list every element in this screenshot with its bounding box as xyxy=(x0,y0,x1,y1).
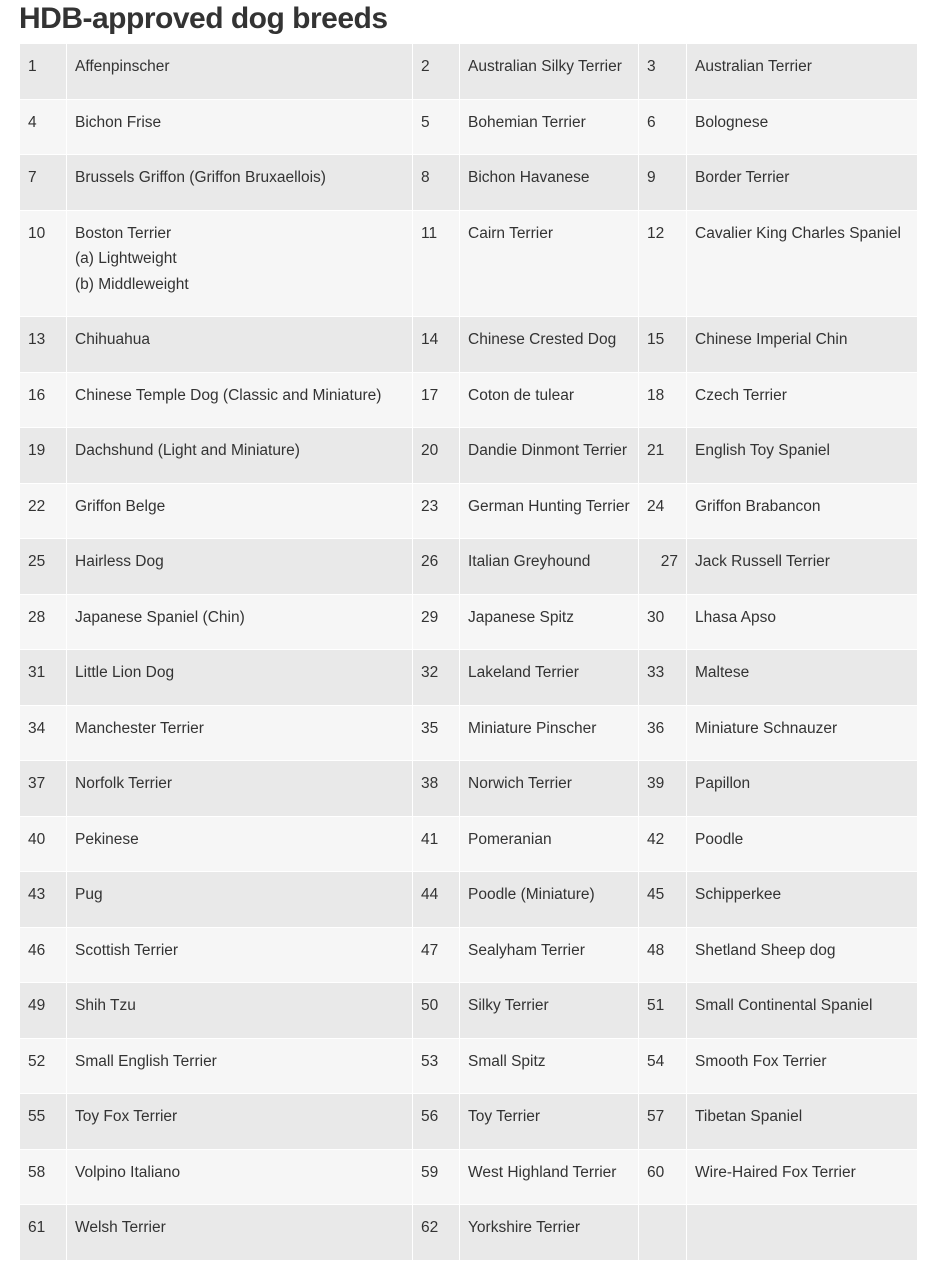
breed-name xyxy=(67,705,413,761)
breed-name xyxy=(67,317,413,373)
breed-name xyxy=(687,705,918,761)
breed-name xyxy=(67,816,413,872)
breed-number: 56 xyxy=(413,1094,460,1150)
breed-name xyxy=(460,816,639,872)
table-row xyxy=(20,1149,918,1205)
breed-name-text: Shih Tzu xyxy=(75,997,136,1014)
breed-number: 41 xyxy=(413,816,460,872)
breed-variant: (a) Lightweight xyxy=(75,250,177,267)
breed-number: 54 xyxy=(639,1038,687,1094)
breed-name-text: Japanese Spitz xyxy=(468,608,574,626)
breed-name-text: Australian Silky Terrier xyxy=(468,58,622,75)
table-row xyxy=(20,761,918,817)
breed-number: 39 xyxy=(639,761,687,817)
breed-number: 42 xyxy=(639,816,687,872)
breed-name-text: Small Continental Spaniel xyxy=(695,997,873,1014)
breed-number: 20 xyxy=(413,428,460,484)
breed-name xyxy=(460,1205,639,1261)
table-row xyxy=(20,594,918,650)
breed-name-text: Chinese Crested Dog xyxy=(468,331,617,348)
breed-number: 33 xyxy=(639,650,687,706)
breed-name xyxy=(67,155,413,211)
breed-name-text: Tibetan Spaniel xyxy=(695,1108,803,1125)
breed-name xyxy=(67,1038,413,1094)
breed-name-text: Cairn Terrier xyxy=(468,224,553,242)
table-row xyxy=(20,1094,918,1150)
breed-name-text: Scottish Terrier xyxy=(75,941,179,959)
breed-name xyxy=(67,99,413,155)
breed-name xyxy=(460,1094,639,1150)
breed-number: 30 xyxy=(639,594,687,650)
breed-name-text: Yorkshire Terrier xyxy=(468,1219,580,1236)
breed-name-text: Welsh Terrier xyxy=(75,1219,166,1236)
breed-name xyxy=(67,210,413,317)
breed-name-text: Small English Terrier xyxy=(75,1052,217,1070)
breed-number: 3 xyxy=(639,44,687,100)
breed-number: 16 xyxy=(20,372,67,428)
breed-number: 26 xyxy=(413,539,460,595)
breed-name-text: Silky Terrier xyxy=(468,997,549,1014)
breed-number: 44 xyxy=(413,872,460,928)
breed-name-text: Poodle (Miniature) xyxy=(468,886,595,903)
breed-number: 2 xyxy=(413,44,460,100)
breed-name-text: Pug xyxy=(75,886,103,903)
breed-name xyxy=(460,99,639,155)
breed-name xyxy=(67,983,413,1039)
breed-name-text: Norfolk Terrier xyxy=(75,775,173,792)
breed-name xyxy=(687,483,918,539)
table-row xyxy=(20,872,918,928)
breed-name xyxy=(687,872,918,928)
breed-name xyxy=(687,816,918,872)
breed-name xyxy=(687,317,918,373)
breed-name-text: Bolognese xyxy=(695,113,769,131)
breed-name xyxy=(460,210,639,317)
breed-name xyxy=(67,650,413,706)
table-row xyxy=(20,155,918,211)
breed-name-text: Griffon Brabancon xyxy=(695,497,821,515)
breed-number: 46 xyxy=(20,927,67,983)
breed-name-text: Cavalier King Charles Spaniel xyxy=(695,224,901,242)
breed-number: 12 xyxy=(639,210,687,317)
table-row xyxy=(20,1205,918,1261)
breed-name-text: Schipperkee xyxy=(695,886,782,903)
breed-name-text: Papillon xyxy=(695,775,751,792)
breed-name-text: Dachshund (Light and Miniature) xyxy=(75,442,300,459)
breed-name xyxy=(460,44,639,100)
breed-number: 10 xyxy=(20,210,67,317)
breed-name xyxy=(460,594,639,650)
breed-name-text: German Hunting Terrier xyxy=(468,497,630,515)
breed-name xyxy=(460,155,639,211)
breed-number: 49 xyxy=(20,983,67,1039)
breed-number: 29 xyxy=(413,594,460,650)
breed-number: 61 xyxy=(20,1205,67,1261)
breed-name xyxy=(67,428,413,484)
breed-number: 51 xyxy=(639,983,687,1039)
breed-name-text: Toy Fox Terrier xyxy=(75,1108,178,1125)
breed-number: 35 xyxy=(413,705,460,761)
breed-number: 36 xyxy=(639,705,687,761)
breed-name xyxy=(67,761,413,817)
table-row xyxy=(20,317,918,373)
breed-number: 14 xyxy=(413,317,460,373)
breed-number xyxy=(639,1205,687,1261)
table-row xyxy=(20,927,918,983)
breed-name-text: Little Lion Dog xyxy=(75,664,175,681)
breed-name-text: Czech Terrier xyxy=(695,386,787,404)
breed-name xyxy=(687,1038,918,1094)
breed-name-text: Manchester Terrier xyxy=(75,719,204,737)
breed-name-text: Border Terrier xyxy=(695,169,790,186)
breed-name-text: Boston Terrier xyxy=(75,224,172,242)
breed-name-text: Pomeranian xyxy=(468,830,552,848)
breed-number: 62 xyxy=(413,1205,460,1261)
breed-name xyxy=(687,99,918,155)
breed-name xyxy=(67,1094,413,1150)
breed-number: 23 xyxy=(413,483,460,539)
breed-name xyxy=(687,155,918,211)
breed-name xyxy=(460,372,639,428)
breed-name-text: Norwich Terrier xyxy=(468,775,572,792)
breed-name-text: Dandie Dinmont Terrier xyxy=(468,442,628,459)
breed-name xyxy=(687,1205,918,1261)
breed-number: 1 xyxy=(20,44,67,100)
table-row xyxy=(20,210,918,317)
breed-name xyxy=(460,1038,639,1094)
breed-name xyxy=(460,428,639,484)
breed-number: 59 xyxy=(413,1149,460,1205)
table-row xyxy=(20,705,918,761)
breed-number: 11 xyxy=(413,210,460,317)
page-title: HDB-approved dog breeds xyxy=(19,2,388,35)
breed-number: 18 xyxy=(639,372,687,428)
breed-name-text: Italian Greyhound xyxy=(468,553,591,570)
breed-number: 21 xyxy=(639,428,687,484)
breed-name xyxy=(460,761,639,817)
breed-name-text: Chinese Imperial Chin xyxy=(695,331,848,348)
breed-name xyxy=(460,983,639,1039)
breed-number: 50 xyxy=(413,983,460,1039)
breed-number: 6 xyxy=(639,99,687,155)
breed-name-text: Hairless Dog xyxy=(75,553,164,570)
breed-name-text: Chinese Temple Dog (Classic and Miniature) xyxy=(75,386,382,404)
breed-name-text: Australian Terrier xyxy=(695,58,812,75)
breed-name-text: Affenpinscher xyxy=(75,58,170,75)
table-row xyxy=(20,483,918,539)
breed-name xyxy=(460,539,639,595)
table-row xyxy=(20,650,918,706)
breed-name-text: Sealyham Terrier xyxy=(468,941,585,959)
breed-name xyxy=(67,927,413,983)
breed-name xyxy=(687,594,918,650)
table-row xyxy=(20,816,918,872)
table-row xyxy=(20,372,918,428)
breed-name xyxy=(460,317,639,373)
breed-name-text: Bohemian Terrier xyxy=(468,113,586,131)
breed-name xyxy=(687,372,918,428)
breed-name-text: Jack Russell Terrier xyxy=(695,553,830,570)
breed-number: 43 xyxy=(20,872,67,928)
breed-name-text: Shetland Sheep dog xyxy=(695,941,836,959)
breed-name-text: Pekinese xyxy=(75,830,139,848)
breed-number: 19 xyxy=(20,428,67,484)
breed-number: 32 xyxy=(413,650,460,706)
breed-name xyxy=(67,483,413,539)
breed-number: 17 xyxy=(413,372,460,428)
breed-name-text: Maltese xyxy=(695,664,750,681)
breed-number: 57 xyxy=(639,1094,687,1150)
breed-name-text: Brussels Griffon (Griffon Bruxaellois) xyxy=(75,169,326,186)
breed-name xyxy=(67,1149,413,1205)
breed-name xyxy=(687,539,918,595)
breed-name-text: Volpino Italiano xyxy=(75,1163,181,1181)
breed-name-text: West Highland Terrier xyxy=(468,1163,617,1181)
breed-name-text: Japanese Spaniel (Chin) xyxy=(75,608,245,626)
breed-name-text: Miniature Pinscher xyxy=(468,719,597,737)
breed-name xyxy=(460,705,639,761)
breed-name-text: Smooth Fox Terrier xyxy=(695,1052,827,1070)
dog-breeds-table xyxy=(19,43,918,1261)
breed-number: 58 xyxy=(20,1149,67,1205)
breed-name xyxy=(687,1094,918,1150)
breed-number: 47 xyxy=(413,927,460,983)
breed-number: 45 xyxy=(639,872,687,928)
table-row xyxy=(20,44,918,100)
breed-number: 25 xyxy=(20,539,67,595)
breed-name-text: Poodle xyxy=(695,830,744,848)
breed-name xyxy=(687,44,918,100)
breed-variant: (b) Middleweight xyxy=(75,275,189,293)
breed-number: 24 xyxy=(639,483,687,539)
breed-name-text: Miniature Schnauzer xyxy=(695,719,838,737)
breed-name-text: Lhasa Apso xyxy=(695,608,777,626)
table-row xyxy=(20,539,918,595)
breed-name xyxy=(687,761,918,817)
breed-number: 37 xyxy=(20,761,67,817)
breed-name xyxy=(687,210,918,317)
breed-name xyxy=(687,1149,918,1205)
breed-name-text: Griffon Belge xyxy=(75,497,166,515)
table-row xyxy=(20,428,918,484)
breed-name xyxy=(67,872,413,928)
table-row xyxy=(20,983,918,1039)
breed-number: 4 xyxy=(20,99,67,155)
table-row xyxy=(20,99,918,155)
breed-name xyxy=(67,372,413,428)
breed-number: 34 xyxy=(20,705,67,761)
breed-number: 53 xyxy=(413,1038,460,1094)
breed-name-text: Lakeland Terrier xyxy=(468,664,579,681)
breed-name xyxy=(67,1205,413,1261)
breed-name-text: Bichon Frise xyxy=(75,113,162,131)
breed-name-text: Toy Terrier xyxy=(468,1108,541,1125)
breed-number: 13 xyxy=(20,317,67,373)
breed-name xyxy=(687,927,918,983)
breed-name xyxy=(460,1149,639,1205)
breed-number: 52 xyxy=(20,1038,67,1094)
breed-number: 31 xyxy=(20,650,67,706)
breed-number: 27 xyxy=(639,539,687,595)
breed-number: 7 xyxy=(20,155,67,211)
breed-name xyxy=(67,594,413,650)
breed-name-text: English Toy Spaniel xyxy=(695,442,830,459)
breed-name-text: Chihuahua xyxy=(75,331,150,348)
breed-number: 15 xyxy=(639,317,687,373)
breed-name-text: Wire-Haired Fox Terrier xyxy=(695,1163,856,1181)
breed-number: 5 xyxy=(413,99,460,155)
breed-name-text: Small Spitz xyxy=(468,1052,546,1070)
breed-number: 48 xyxy=(639,927,687,983)
breed-number: 40 xyxy=(20,816,67,872)
breed-name xyxy=(687,650,918,706)
table-row xyxy=(20,1038,918,1094)
breed-name-text: Coton de tulear xyxy=(468,386,574,404)
breed-name xyxy=(687,983,918,1039)
breed-name xyxy=(460,483,639,539)
breed-number: 60 xyxy=(639,1149,687,1205)
breed-number: 8 xyxy=(413,155,460,211)
breed-number: 9 xyxy=(639,155,687,211)
breed-name xyxy=(460,872,639,928)
breed-number: 55 xyxy=(20,1094,67,1150)
breed-name xyxy=(67,44,413,100)
breed-name xyxy=(67,539,413,595)
breed-name xyxy=(460,927,639,983)
breed-name xyxy=(460,650,639,706)
breed-name-text: Bichon Havanese xyxy=(468,169,590,186)
breed-number: 22 xyxy=(20,483,67,539)
breed-number: 28 xyxy=(20,594,67,650)
breed-number: 38 xyxy=(413,761,460,817)
breed-name xyxy=(687,428,918,484)
